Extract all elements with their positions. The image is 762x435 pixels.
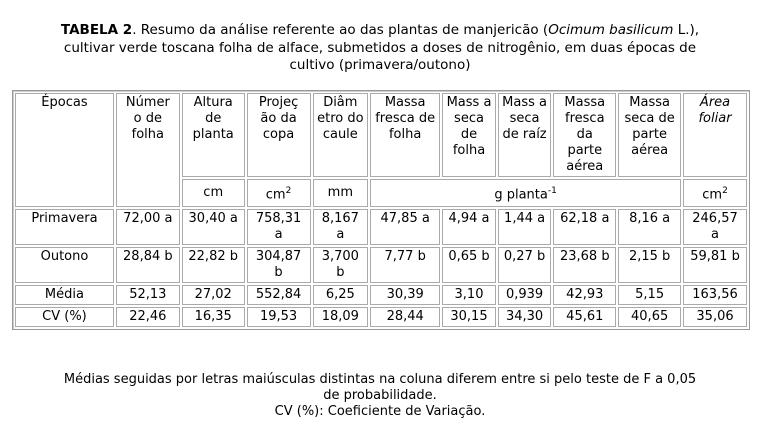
table-cell: 3,700 b	[313, 247, 369, 283]
header-area-foliar: Área foliar	[683, 93, 747, 177]
table-cell: 22,82 b	[182, 247, 245, 283]
table-cell: 42,93	[553, 285, 616, 305]
table-cell: 0,65 b	[442, 247, 496, 283]
table-cell: 0,939	[498, 285, 552, 305]
table-cell: 34,30	[498, 307, 552, 327]
table-cell: 552,84	[247, 285, 311, 305]
header-massa-fresca-parte-aerea: Massa fresca da parte aérea	[553, 93, 616, 177]
table-row	[15, 285, 747, 305]
table-cell: 27,02	[182, 285, 245, 305]
caption-species: Ocimum basilicum	[548, 22, 674, 38]
table-cell: 59,81 b	[683, 247, 747, 283]
row-label: Primavera	[15, 209, 114, 245]
table-cell: 246,57 a	[683, 209, 747, 245]
header-epocas: Épocas	[15, 93, 114, 207]
row-label: Outono	[15, 247, 114, 283]
unit-diametro: mm	[313, 179, 369, 207]
caption-text-1: . Resumo da análise referente ao das plantas de manjericão (	[132, 22, 549, 38]
table-cell: 163,56	[683, 285, 747, 305]
table-row	[15, 307, 747, 327]
table-cell: 47,85 a	[370, 209, 440, 245]
table-cell: 22,46	[116, 307, 180, 327]
note-line-1: Médias seguidas por letras maiúsculas distintas na coluna diferem entre si pelo teste de F a 0,05 de probabilidade.	[63, 372, 697, 403]
table-cell: 30,39	[370, 285, 440, 305]
results-table	[12, 90, 750, 330]
table-cell: 3,10	[442, 285, 496, 305]
table-cell: 62,18 a	[553, 209, 616, 245]
header-massa-seca-parte-aerea: Massa seca de parte aérea	[618, 93, 681, 177]
table-row	[15, 209, 747, 245]
header-row	[15, 93, 747, 177]
caption-label: TABELA 2	[60, 22, 133, 38]
unit-projecao: $cm^2$	[247, 179, 311, 207]
header-diametro: Diâm etro do caule	[313, 93, 369, 177]
table-cell: 0,27 b	[498, 247, 552, 283]
table-cell: 52,13	[116, 285, 180, 305]
table-cell: 40,65	[618, 307, 681, 327]
table-notes	[60, 372, 700, 420]
unit-area: $cm^2$	[683, 179, 747, 207]
table-cell: 19,53	[247, 307, 311, 327]
results-table-wrapper	[12, 90, 750, 338]
table-cell: 45,61	[553, 307, 616, 327]
table-cell: 304,87 b	[247, 247, 311, 283]
table-cell: 23,68 b	[553, 247, 616, 283]
table-cell: 5,15	[618, 285, 681, 305]
table-cell: 28,84 b	[116, 247, 180, 283]
header-massa-fresca-folha: Massa fresca de folha	[370, 93, 440, 177]
table-cell: 1,44 a	[498, 209, 552, 245]
unit-altura: cm	[182, 179, 245, 207]
table-cell: 4,94 a	[442, 209, 496, 245]
caption-text-2: L.), cultivar verde toscana folha de alface, submetidos a doses de nitrogênio, em duas épocas de cultivo (primavera/outono)	[63, 22, 700, 73]
table-cell: 30,40 a	[182, 209, 245, 245]
note-line-2: CV (%): Coeficiente de Variação.	[274, 404, 486, 419]
table-row	[15, 247, 747, 283]
table-cell: 18,09	[313, 307, 369, 327]
header-altura: Altura de planta	[182, 93, 245, 177]
table-caption	[60, 22, 700, 75]
table-cell: 28,44	[370, 307, 440, 327]
unit-massa: g planta$^{-1}$	[370, 179, 681, 207]
header-massa-seca-folha: Mass a seca de folha	[442, 93, 496, 177]
table-cell: 16,35	[182, 307, 245, 327]
header-massa-seca-raiz: Mass a seca de raíz	[498, 93, 552, 177]
table-cell: 8,16 a	[618, 209, 681, 245]
table-cell: 30,15	[442, 307, 496, 327]
header-numero-folha: Númer o de folha	[116, 93, 180, 207]
header-projecao: Projeç ão da copa	[247, 93, 311, 177]
table-cell: 758,31 a	[247, 209, 311, 245]
table-cell: 6,25	[313, 285, 369, 305]
table-cell: 35,06	[683, 307, 747, 327]
table-cell: 72,00 a	[116, 209, 180, 245]
row-label: Média	[15, 285, 114, 305]
row-label: CV (%)	[15, 307, 114, 327]
table-cell: 2,15 b	[618, 247, 681, 283]
table-cell: 8,167 a	[313, 209, 369, 245]
table-cell: 7,77 b	[370, 247, 440, 283]
